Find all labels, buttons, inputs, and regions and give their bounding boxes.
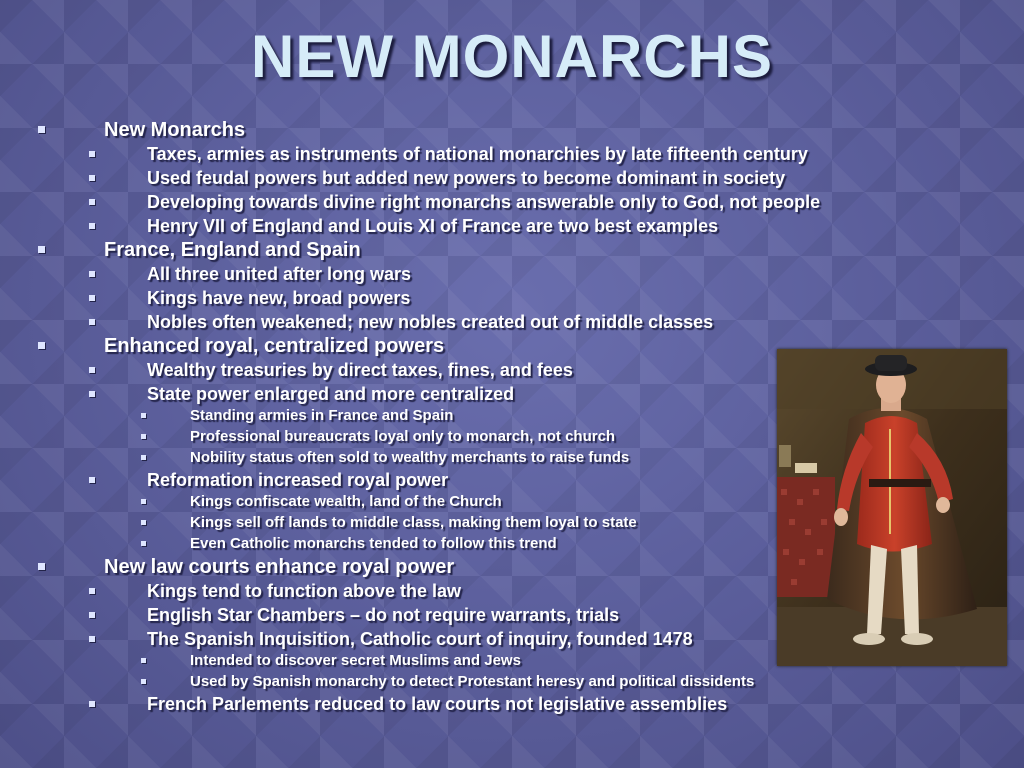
square-bullet-icon	[38, 563, 45, 570]
square-bullet-icon	[38, 246, 45, 253]
bullet-text: Reformation increased royal power	[147, 470, 449, 491]
bullet-item-level-2	[0, 190, 1024, 214]
bullet-text: The Spanish Inquisition, Catholic court of inquiry, founded 1478	[147, 628, 693, 649]
bullet-text: Henry VII of England and Louis XI of France are two best examples	[147, 216, 719, 236]
square-bullet-icon	[141, 499, 146, 504]
bullet-text: English Star Chambers – do not require warrants, trials	[147, 604, 620, 625]
bullet-item-level-3	[0, 672, 1024, 693]
bullet-text: State power enlarged and more centralized	[147, 384, 515, 404]
bullet-text: Kings confiscate wealth, land of the Church	[190, 493, 502, 511]
square-bullet-icon	[141, 413, 146, 418]
bullet-item-level-2	[0, 262, 1024, 286]
square-bullet-icon	[89, 175, 95, 181]
square-bullet-icon	[89, 367, 95, 373]
square-bullet-icon	[38, 342, 45, 349]
bullet-text: Taxes, armies as instruments of national monarchies by late fifteenth century	[147, 144, 808, 164]
square-bullet-icon	[141, 434, 146, 439]
bullet-text: Professional bureaucrats loyal only to monarch, not church	[190, 427, 616, 445]
bullet-text: Kings tend to function above the law	[147, 580, 462, 601]
square-bullet-icon	[141, 541, 146, 546]
bullet-text: Used by Spanish monarchy to detect Protestant heresy and political dissidents	[190, 672, 755, 690]
square-bullet-icon	[38, 126, 45, 133]
bullet-text: French Parlements reduced to law courts not legislative assemblies	[147, 694, 728, 715]
square-bullet-icon	[89, 271, 95, 277]
bullet-text: New law courts enhance royal power	[104, 555, 455, 578]
square-bullet-icon	[89, 319, 95, 325]
bullet-text: Enhanced royal, centralized powers	[104, 335, 445, 357]
bullet-text: Intended to discover secret Muslims and Jews	[190, 651, 521, 669]
square-bullet-icon	[89, 477, 95, 483]
portrait-illustration	[777, 349, 1007, 666]
square-bullet-icon	[89, 612, 95, 618]
square-bullet-icon	[89, 199, 95, 205]
bullet-text: Even Catholic monarchs tended to follow this trend	[190, 534, 557, 552]
bullet-text: Nobles often weakened; new nobles created out of middle classes	[147, 312, 714, 332]
square-bullet-icon	[141, 520, 146, 525]
bullet-item-level-2	[0, 692, 1024, 716]
slide-title: NEW MONARCHS	[251, 23, 773, 90]
bullet-item-level-2	[0, 166, 1024, 190]
square-bullet-icon	[89, 151, 95, 157]
bullet-text: Kings have new, broad powers	[147, 288, 411, 308]
square-bullet-icon	[89, 701, 95, 707]
square-bullet-icon	[141, 658, 146, 663]
square-bullet-icon	[141, 455, 146, 460]
square-bullet-icon	[89, 588, 95, 594]
bullet-item-level-2	[0, 142, 1024, 166]
bullet-text: Kings sell off lands to middle class, making them loyal to state	[190, 514, 637, 532]
bullet-text: Developing towards divine right monarchs answerable only to God, not people	[147, 192, 821, 212]
bullet-item-level-2	[0, 310, 1024, 334]
square-bullet-icon	[89, 391, 95, 397]
bullet-item-level-1	[0, 118, 1024, 142]
bullet-text: New Monarchs	[104, 119, 246, 141]
bullet-text: Nobility status often sold to wealthy merchants to raise funds	[190, 448, 630, 466]
square-bullet-icon	[141, 679, 146, 684]
bullet-item-level-2	[0, 214, 1024, 238]
square-bullet-icon	[89, 223, 95, 229]
square-bullet-icon	[89, 636, 95, 642]
square-bullet-icon	[89, 295, 95, 301]
bullet-text: Wealthy treasuries by direct taxes, fines, and fees	[147, 360, 573, 380]
portrait-image	[777, 349, 1007, 666]
bullet-item-level-1	[0, 238, 1024, 262]
bullet-item-level-2	[0, 286, 1024, 310]
bullet-text: All three united after long wars	[147, 264, 412, 284]
bullet-text: Standing armies in France and Spain	[190, 407, 454, 424]
bullet-text: Used feudal powers but added new powers to become dominant in society	[147, 168, 786, 188]
bullet-text: France, England and Spain	[104, 239, 361, 261]
